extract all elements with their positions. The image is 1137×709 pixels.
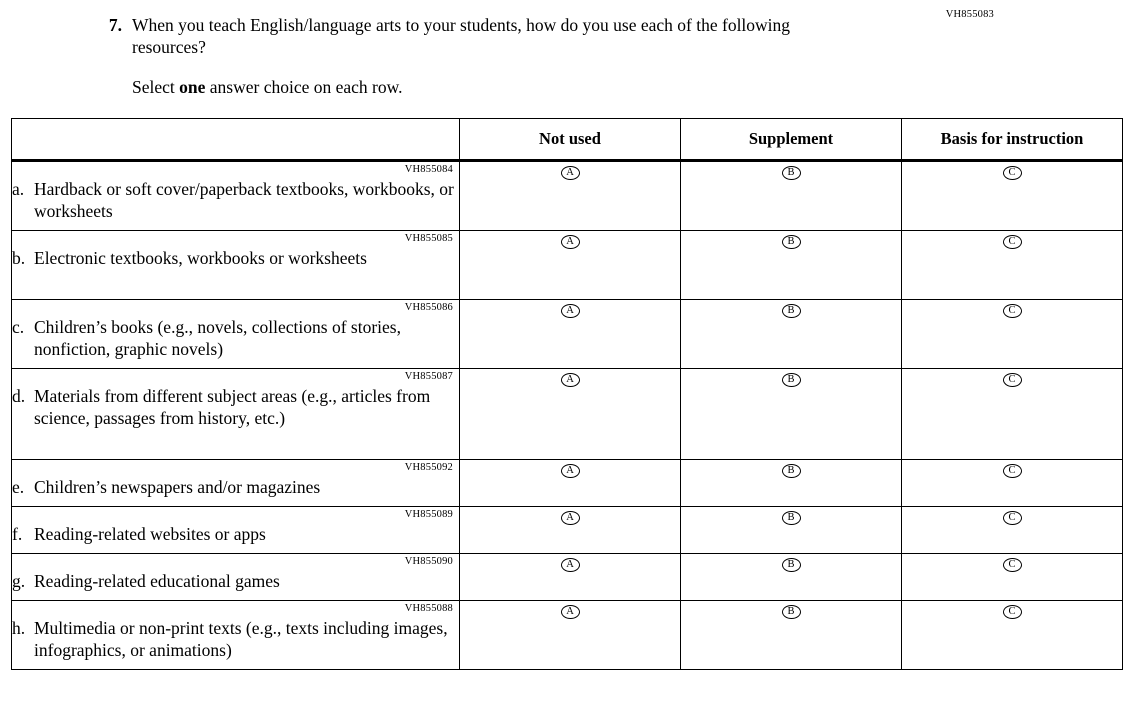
row-text: Children’s newspapers and/or magazines (34, 477, 321, 497)
row-item-code: VH855089 (404, 509, 453, 520)
row-label-b (12, 231, 460, 300)
option-b-not-used[interactable] (460, 231, 681, 300)
row-letter: g. (12, 571, 26, 591)
option-b-supplement[interactable] (681, 231, 902, 300)
table-row (12, 554, 1123, 601)
radio-bubble[interactable]: B (782, 464, 801, 478)
row-item-code: VH855087 (404, 371, 453, 382)
option-a-not-used[interactable] (460, 161, 681, 231)
row-label-a (12, 161, 460, 231)
radio-bubble[interactable]: A (561, 511, 580, 525)
radio-bubble[interactable]: C (1003, 166, 1022, 180)
row-label-c (12, 300, 460, 369)
option-d-basis[interactable] (902, 369, 1123, 460)
radio-bubble[interactable]: A (561, 235, 580, 249)
radio-bubble[interactable]: B (782, 511, 801, 525)
option-e-basis[interactable] (902, 460, 1123, 507)
instruction-prefix: Select (132, 77, 180, 97)
table-row (12, 460, 1123, 507)
row-label-g (12, 554, 460, 601)
row-text: Materials from different subject areas (e.g., articles from science, passages from history, etc.) (34, 386, 431, 428)
radio-bubble[interactable]: C (1003, 511, 1022, 525)
row-item-code: VH855085 (404, 233, 453, 244)
row-letter: c. (12, 317, 25, 337)
instruction-suffix: answer choice on each row. (205, 77, 403, 97)
header-basis-for-instruction: Basis for instruction (902, 119, 1123, 161)
radio-bubble[interactable]: C (1003, 373, 1022, 387)
question-item-code: VH855083 (945, 9, 994, 20)
question-text: When you teach English/language arts to your students, how do you use each of the following resources? (132, 15, 791, 57)
row-text: Hardback or soft cover/paperback textbooks, workbooks, or worksheets (34, 179, 454, 221)
row-letter: b. (12, 248, 26, 268)
instruction-emphasis: one (179, 77, 206, 97)
header-not-used: Not used (460, 119, 681, 161)
table-row (12, 507, 1123, 554)
radio-bubble[interactable]: A (561, 373, 580, 387)
table-row (12, 601, 1123, 670)
row-label-h (12, 601, 460, 670)
radio-bubble[interactable]: C (1003, 464, 1022, 478)
row-letter: f. (12, 524, 23, 544)
option-b-basis[interactable] (902, 231, 1123, 300)
radio-bubble[interactable]: B (782, 304, 801, 318)
row-letter: a. (12, 179, 25, 199)
option-g-supplement[interactable] (681, 554, 902, 601)
question-number: 7. (108, 15, 122, 35)
radio-bubble[interactable]: A (561, 304, 580, 318)
option-h-not-used[interactable] (460, 601, 681, 670)
radio-bubble[interactable]: A (561, 166, 580, 180)
option-d-not-used[interactable] (460, 369, 681, 460)
option-c-basis[interactable] (902, 300, 1123, 369)
header-blank (12, 119, 460, 161)
row-item-code: VH855090 (404, 556, 453, 567)
option-c-not-used[interactable] (460, 300, 681, 369)
row-letter: d. (12, 386, 26, 406)
row-letter: h. (12, 618, 26, 638)
option-f-supplement[interactable] (681, 507, 902, 554)
row-item-code: VH855084 (404, 164, 453, 175)
option-a-supplement[interactable] (681, 161, 902, 231)
radio-bubble[interactable]: B (782, 558, 801, 572)
radio-bubble[interactable]: A (561, 558, 580, 572)
row-text: Reading-related websites or apps (34, 524, 266, 544)
row-text: Electronic textbooks, workbooks or worksheets (34, 248, 367, 268)
row-item-code: VH855086 (404, 302, 453, 313)
radio-bubble[interactable]: B (782, 166, 801, 180)
radio-bubble[interactable]: C (1003, 304, 1022, 318)
table-row (12, 231, 1123, 300)
row-item-code: VH855092 (404, 462, 453, 473)
option-h-supplement[interactable] (681, 601, 902, 670)
radio-bubble[interactable]: B (782, 605, 801, 619)
question-block (0, 14, 1137, 98)
radio-bubble[interactable]: A (561, 605, 580, 619)
option-a-basis[interactable] (902, 161, 1123, 231)
radio-bubble[interactable]: A (561, 464, 580, 478)
radio-bubble[interactable]: C (1003, 558, 1022, 572)
response-matrix (11, 118, 1123, 670)
radio-bubble[interactable]: C (1003, 605, 1022, 619)
option-f-basis[interactable] (902, 507, 1123, 554)
question-row (0, 14, 1137, 58)
row-letter: e. (12, 477, 25, 497)
row-text: Children’s books (e.g., novels, collections of stories, nonfiction, graphic novels) (34, 317, 401, 359)
radio-bubble[interactable]: B (782, 373, 801, 387)
header-supplement: Supplement (681, 119, 902, 161)
option-d-supplement[interactable] (681, 369, 902, 460)
row-label-d (12, 369, 460, 460)
radio-bubble[interactable]: B (782, 235, 801, 249)
option-g-basis[interactable] (902, 554, 1123, 601)
option-g-not-used[interactable] (460, 554, 681, 601)
row-text: Multimedia or non-print texts (e.g., texts including images, infographics, or animations) (34, 618, 448, 660)
option-f-not-used[interactable] (460, 507, 681, 554)
option-e-not-used[interactable] (460, 460, 681, 507)
table-row (12, 300, 1123, 369)
option-c-supplement[interactable] (681, 300, 902, 369)
table-row (12, 369, 1123, 460)
row-text: Reading-related educational games (34, 571, 280, 591)
row-label-e (12, 460, 460, 507)
question-instruction (132, 76, 1137, 98)
row-label-f (12, 507, 460, 554)
row-item-code: VH855088 (404, 603, 453, 614)
option-e-supplement[interactable] (681, 460, 902, 507)
option-h-basis[interactable] (902, 601, 1123, 670)
matrix-header-row (12, 119, 1123, 161)
radio-bubble[interactable]: C (1003, 235, 1022, 249)
table-row (12, 161, 1123, 231)
